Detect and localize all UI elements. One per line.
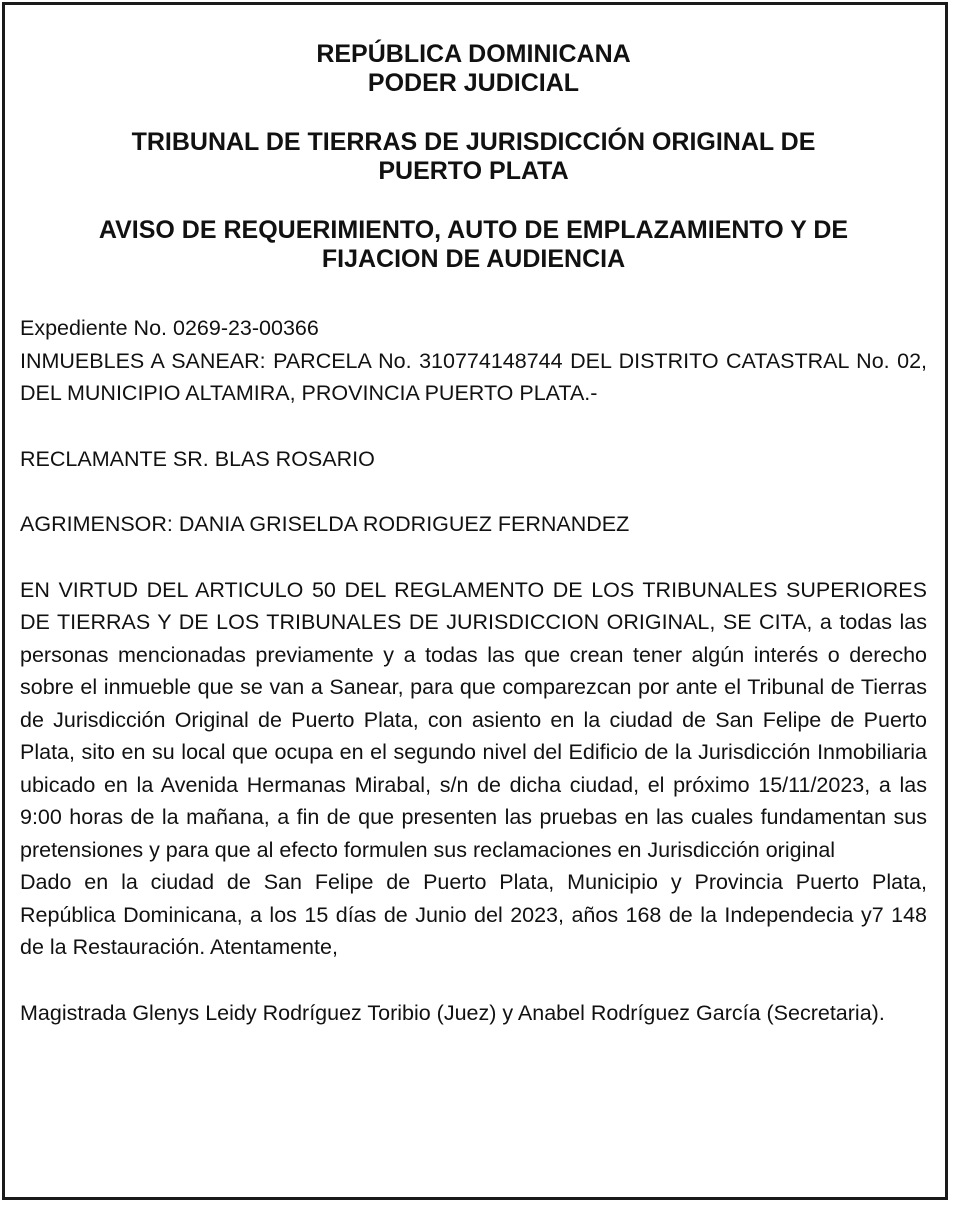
citation-paragraph: EN VIRTUD DEL ARTICULO 50 DEL REGLAMENTO DE LOS TRIBUNALES SUPERIORES DE TIERRAS Y DE LOS TRIBUNALES DE JURISDICCION ORIGINAL, SE CITA, a todas las personas mencionadas previamente y a todas las que crean tener algún interés o derecho sobre el inmueble que se van a Sanear, para que comparezcan por ante el Tribunal de Tierras de Jurisdicción Original de Puerto Plata, con asiento en la ciudad de San Felipe de Puerto Plata, sito en su local que ocupa en el segundo nivel del Edificio de la Jurisdicción Inmobiliaria ubicado en la Avenida Hermanas Mirabal, s/n de dicha ciudad, el próximo 15/11/2023, a las 9:00 horas de la mañana, a fin de que presenten las pruebas en las cuales fundamentan sus pretensiones y para que al efecto formulen sus reclamaciones en Jurisdicción original xyxy=(20,577,927,862)
notice-title-line1: AVISO DE REQUERIMIENTO, AUTO DE EMPLAZAMIENTO Y DE xyxy=(98,216,849,244)
given-paragraph: Dado en la ciudad de San Felipe de Puerto Plata, Municipio y Provincia Puerto Plata, República Dominicana, a los 15 días de Junio del 2023, años 168 de la Independecia y7 148 de la Restauración. Atentamente, xyxy=(20,870,927,959)
legal-notice xyxy=(20,40,927,1029)
property-description: INMUEBLES A SANEAR: PARCELA No. 310774148744 DEL DISTRITO CATASTRAL No. 02, DEL MUNICIPIO ALTAMIRA, PROVINCIA PUERTO PLATA.- xyxy=(20,348,927,405)
court-heading-line1: TRIBUNAL DE TIERRAS DE JURISDICCIÓN ORIGINAL DE xyxy=(131,128,816,156)
surveyor: AGRIMENSOR: DANIA GRISELDA RODRIGUEZ FERNANDEZ xyxy=(20,512,630,536)
header-institution xyxy=(20,40,927,98)
branch-heading: PODER JUDICIAL xyxy=(367,69,580,97)
signatories: Magistrada Glenys Leidy Rodríguez Toribio (Juez) y Anabel Rodríguez García (Secretaria). xyxy=(20,1000,885,1025)
court-heading-line2: PUERTO PLATA xyxy=(378,157,569,185)
header-notice-title xyxy=(20,216,927,274)
spacer xyxy=(20,475,927,508)
file-number: Expediente No. 0269-23-00366 xyxy=(20,316,319,340)
spacer xyxy=(20,410,927,443)
header-court xyxy=(20,128,927,186)
claimant: RECLAMANTE SR. BLAS ROSARIO xyxy=(20,446,375,471)
notice-title-line2: FIJACION DE AUDIENCIA xyxy=(321,245,626,273)
spacer xyxy=(20,541,927,574)
country-heading: REPÚBLICA DOMINICANA xyxy=(316,40,631,68)
spacer xyxy=(20,964,927,997)
